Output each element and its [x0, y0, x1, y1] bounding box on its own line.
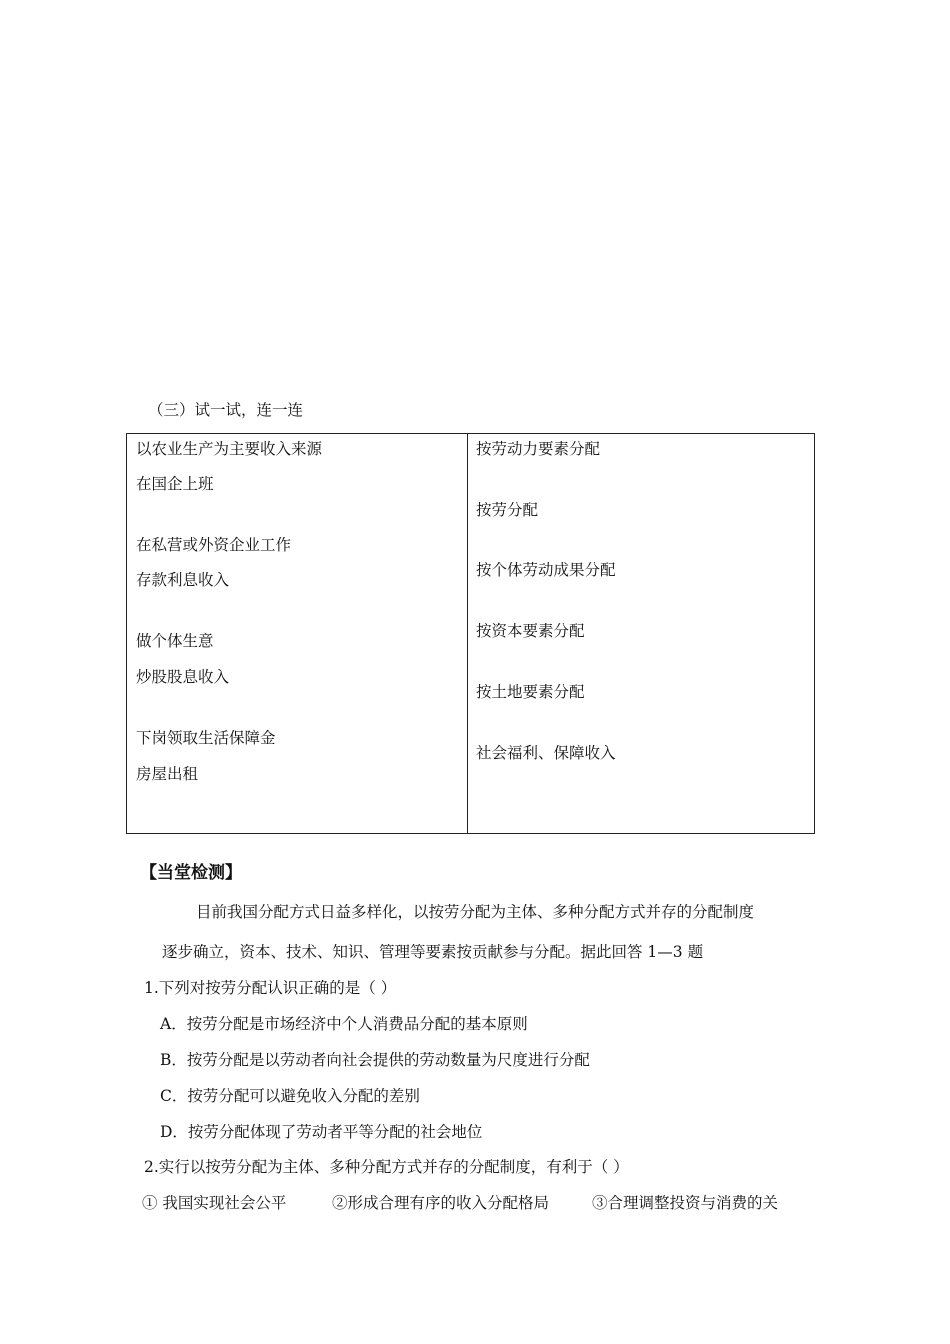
intro-line-2: 逐步确立，资本、技术、知识、管理等要素按贡献参与分配。据此回答 1—3 题	[162, 943, 704, 961]
table-divider	[467, 434, 468, 833]
right-item: 按土地要素分配	[476, 683, 585, 701]
question-1-option-b: B．按劳分配是以劳动者向社会提供的劳动数量为尺度进行分配	[160, 1051, 590, 1069]
left-item: 在私营或外资企业工作	[136, 536, 292, 554]
question-1-option-a: A．按劳分配是市场经济中个人消费品分配的基本原则	[160, 1015, 528, 1033]
left-item: 在国企上班	[136, 475, 214, 493]
left-item: 存款利息收入	[136, 571, 230, 589]
right-item: 按劳动力要素分配	[476, 440, 601, 458]
left-item: 以农业生产为主要收入来源	[136, 440, 323, 458]
section-title: （三）试一试，连一连	[148, 401, 304, 419]
question-2-item-2: ②形成合理有序的收入分配格局	[332, 1194, 550, 1212]
question-2-item-3: ③合理调整投资与消费的关	[592, 1194, 779, 1212]
left-item: 下岗领取生活保障金	[136, 729, 276, 747]
question-2-stem: 2.实行以按劳分配为主体、多种分配方式并存的分配制度，有利于（ ）	[144, 1158, 629, 1176]
matching-table	[126, 433, 815, 834]
left-item: 炒股股息收入	[136, 668, 230, 686]
left-item: 房屋出租	[136, 765, 199, 783]
left-item: 做个体生意	[136, 632, 214, 650]
right-item: 按劳分配	[476, 501, 539, 519]
question-1-option-c: C．按劳分配可以避免收入分配的差别	[160, 1087, 420, 1105]
question-1-stem: 1.下列对按劳分配认识正确的是（ ）	[144, 979, 397, 997]
question-1-option-d: D．按劳分配体现了劳动者平等分配的社会地位	[160, 1123, 483, 1141]
check-heading: 【当堂检测】	[140, 863, 242, 883]
right-item: 社会福利、保障收入	[476, 744, 616, 762]
right-item: 按资本要素分配	[476, 622, 585, 640]
question-2-item-1: ① 我国实现社会公平	[142, 1194, 287, 1212]
right-item: 按个体劳动成果分配	[476, 561, 616, 579]
intro-line-1: 目前我国分配方式日益多样化，以按劳分配为主体、多种分配方式并存的分配制度	[196, 903, 755, 921]
